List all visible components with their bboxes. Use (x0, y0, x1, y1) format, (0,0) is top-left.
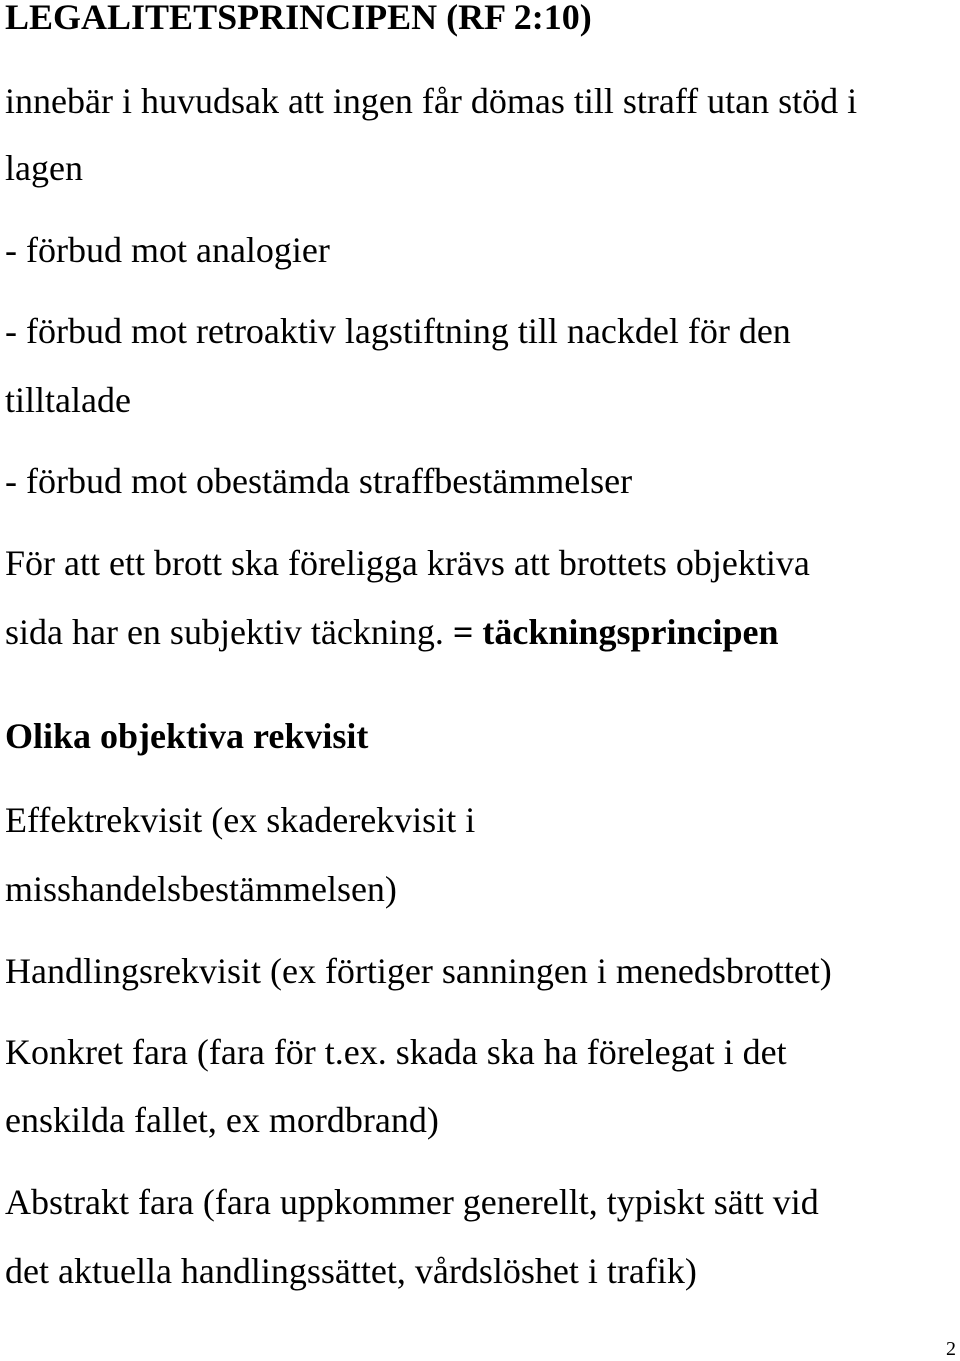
text-line: tilltalade (5, 380, 131, 420)
section-line: Handlingsrekvisit (ex förtiger sanningen i menedsbrottet) (5, 951, 832, 991)
text-line: För att ett brott ska föreligga krävs att brottets objektiva (5, 543, 810, 583)
text-line: innebär i huvudsak att ingen får dömas till straff utan stöd i (5, 81, 858, 121)
section-line: enskilda fallet, ex mordbrand) (5, 1100, 439, 1140)
section-line: det aktuella handlingssättet, vårdslöshet i trafik) (5, 1251, 697, 1291)
section-line: Abstrakt fara (fara uppkommer generellt, typiskt sätt vid (5, 1182, 819, 1222)
coverage-line (5, 614, 778, 650)
section-line: misshandelsbestämmelsen) (5, 869, 397, 909)
section-line: Effektrekvisit (ex skaderekvisit i (5, 800, 476, 840)
text-line: - förbud mot analogier (5, 230, 330, 270)
text-line: - förbud mot obestämda straffbestämmelser (5, 461, 633, 501)
text-line: - förbud mot retroaktiv lagstiftning till nackdel för den (5, 311, 791, 351)
coverage-text: sida har en subjektiv täckning. (5, 612, 444, 652)
text-line: lagen (5, 148, 83, 188)
heading: LEGALITETSPRINCIPEN (RF 2:10) (5, 0, 592, 37)
section-line: Konkret fara (fara för t.ex. skada ska ha förelegat i det (5, 1032, 787, 1072)
section-heading: Olika objektiva rekvisit (5, 716, 369, 756)
coverage-principle: = täckningsprincipen (452, 612, 779, 652)
page-number: 2 (946, 1338, 956, 1360)
